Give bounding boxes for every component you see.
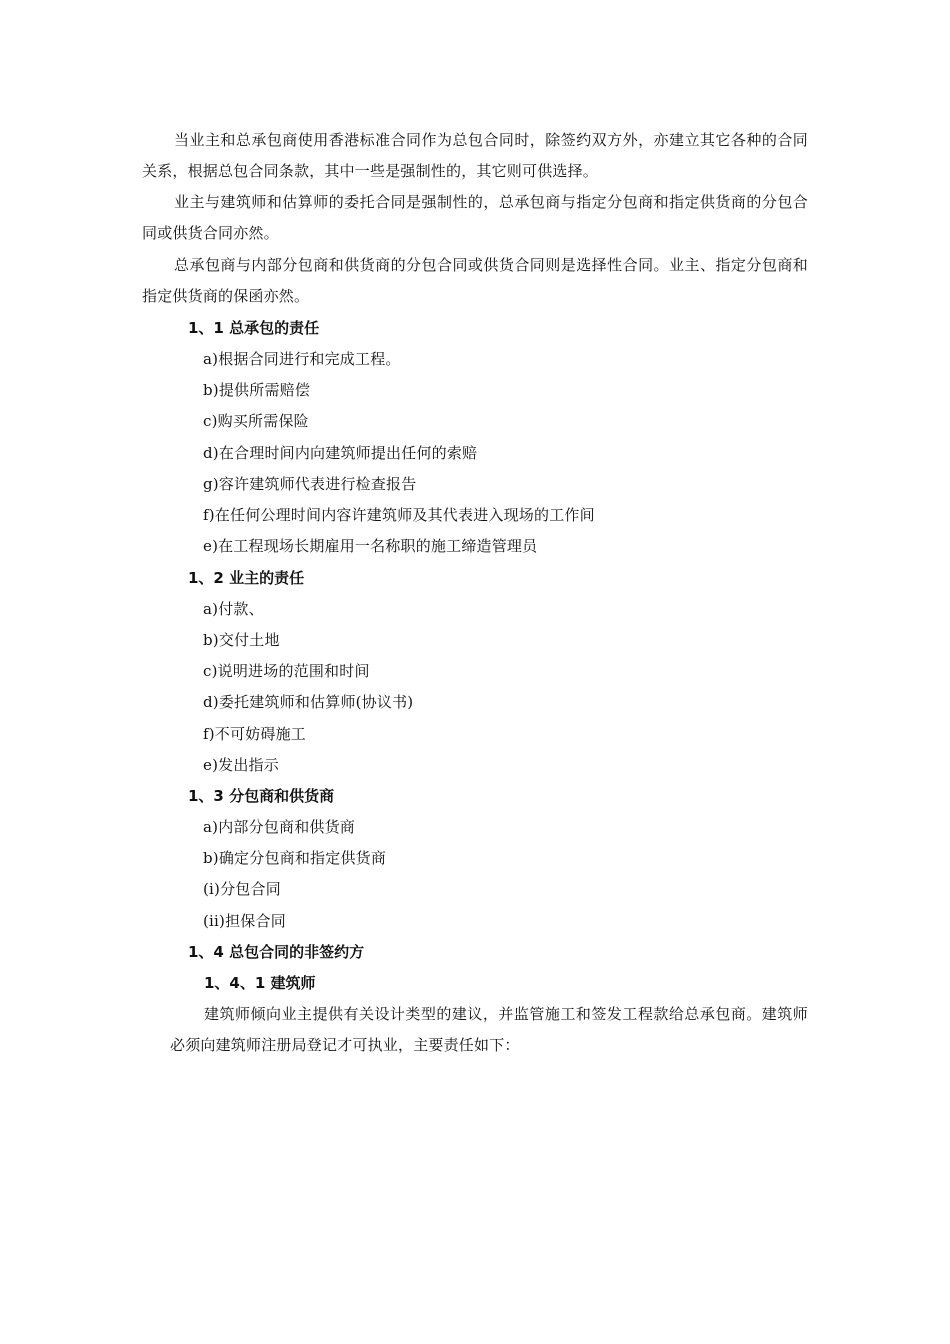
- list-item: a)根据合同进行和完成工程。: [203, 350, 401, 368]
- architect-paragraph: 建筑师倾向业主提供有关设计类型的建议，并监管施工和签发工程款给总承包商。建筑师必须向建筑师注册局登记才可执业，主要责任如下：: [170, 1005, 808, 1054]
- intro-paragraph-3: 总承包商与内部分包商和供货商的分包合同或供货合同则是选择性合同。业主、指定分包商和指定供货商的保函亦然。: [142, 256, 808, 305]
- list-item: a)内部分包商和供货商: [203, 818, 355, 836]
- list-item: a)付款、: [203, 600, 264, 618]
- list-item: g)容许建筑师代表进行检查报告: [203, 475, 417, 493]
- section-heading-1-4: 1、4 总包合同的非签约方: [188, 943, 365, 961]
- list-item: d)委托建筑师和估算师(协议书): [203, 693, 414, 711]
- list-item: f)在任何公理时间内容许建筑师及其代表进入现场的工作间: [203, 506, 595, 524]
- list-item: b)提供所需赔偿: [203, 381, 311, 399]
- section-heading-1-1: 1、1 总承包的责任: [188, 319, 320, 337]
- intro-paragraph-1: 当业主和总承包商使用香港标准合同作为总包合同时，除签约双方外，亦建立其它各种的合同关系，根据总包合同条款，其中一些是强制性的，其它则可供选择。: [142, 131, 808, 180]
- list-item: f)不可妨碍施工: [203, 725, 307, 743]
- subsection-heading-1-4-1: 1、4、1 建筑师: [204, 974, 316, 992]
- list-item: (ii)担保合同: [203, 912, 286, 930]
- list-item: b)交付土地: [203, 631, 280, 649]
- list-item: d)在合理时间内向建筑师提出任何的索赔: [203, 444, 478, 462]
- list-item: b)确定分包商和指定供货商: [203, 849, 387, 867]
- section-heading-1-3: 1、3 分包商和供货商: [188, 787, 335, 805]
- list-item: e)在工程现场长期雇用一名称职的施工缔造管理员: [203, 537, 538, 555]
- intro-paragraph-2: 业主与建筑师和估算师的委托合同是强制性的，总承包商与指定分包商和指定供货商的分包合同或供货合同亦然。: [142, 193, 808, 242]
- list-item: (i)分包合同: [203, 880, 281, 898]
- list-item: e)发出指示: [203, 756, 279, 774]
- list-item: c)购买所需保险: [203, 412, 309, 430]
- section-heading-1-2: 1、2 业主的责任: [188, 569, 305, 587]
- list-item: c)说明进场的范围和时间: [203, 662, 370, 680]
